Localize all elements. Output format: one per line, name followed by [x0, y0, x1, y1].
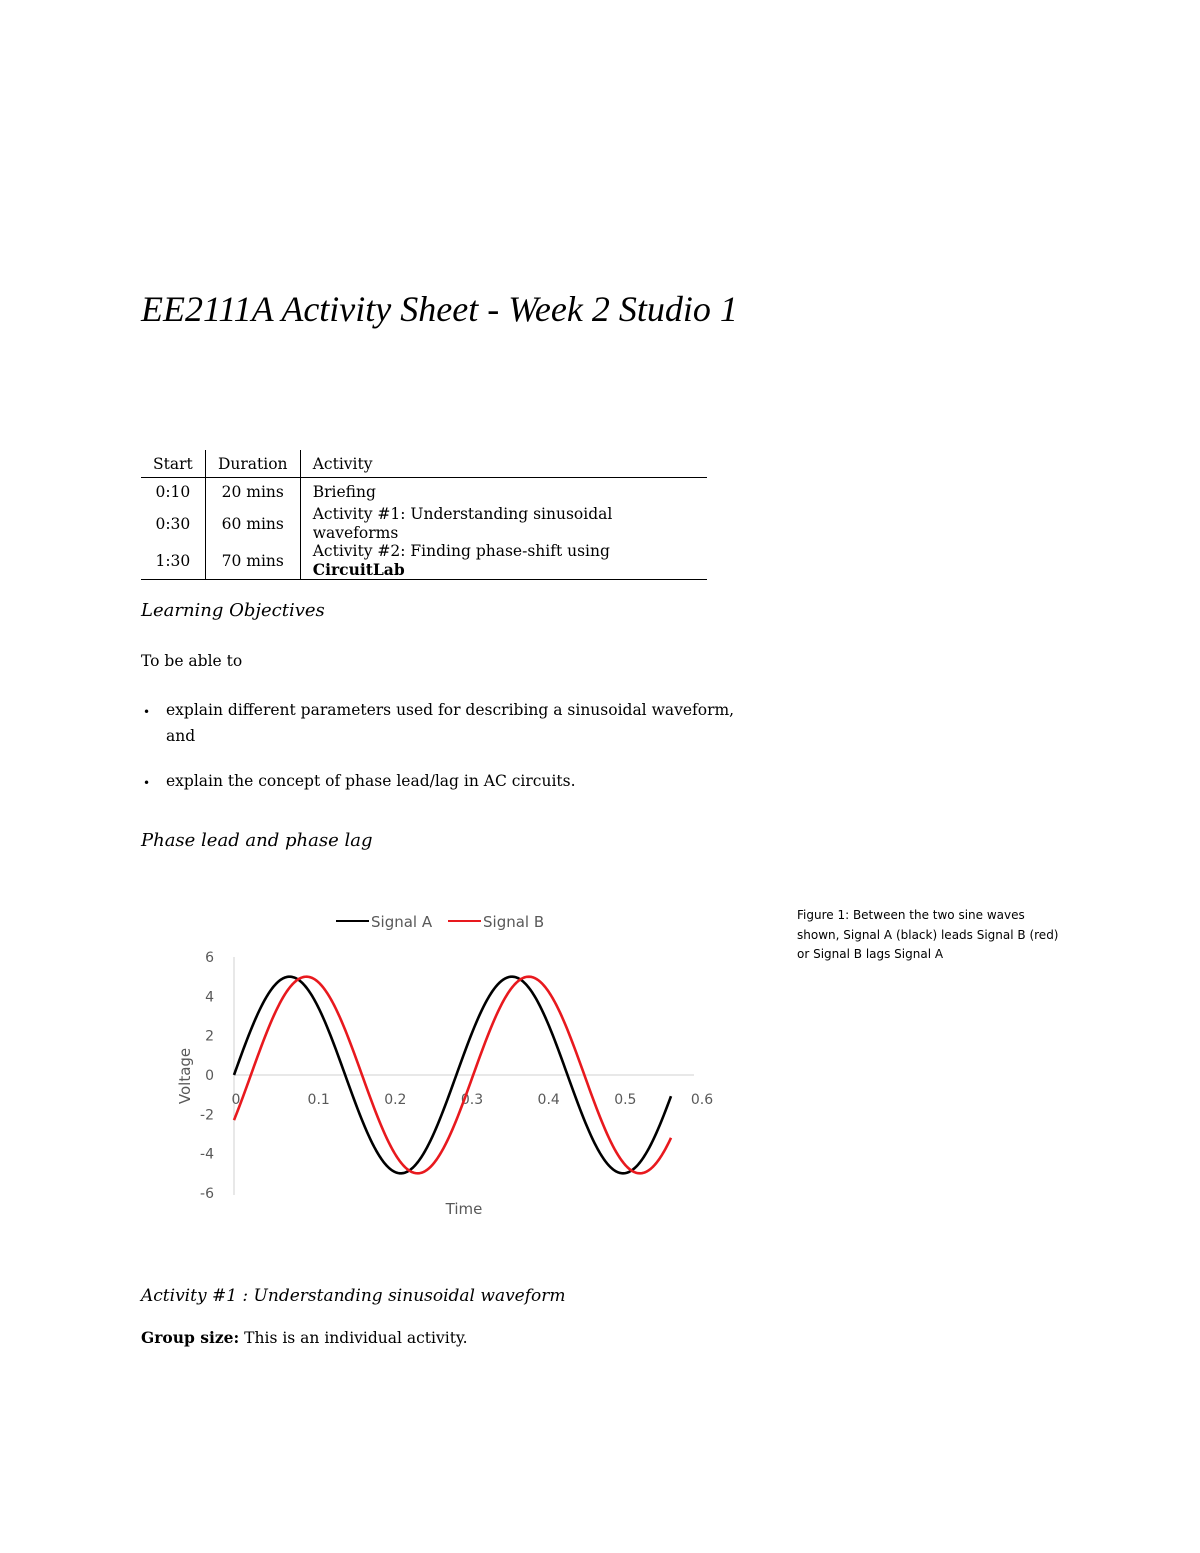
table-row	[141, 505, 707, 542]
x-tick-label: 0	[231, 1092, 241, 1108]
y-tick-label: 6	[205, 950, 214, 966]
row-activity-text: Activity #1: Understanding sinusoidal waveforms	[312, 505, 613, 542]
caption-line: or Signal B lags Signal A	[797, 947, 944, 961]
legend-label-signal-b: Signal B	[483, 913, 545, 931]
header-duration: Duration	[205, 450, 300, 478]
table-header-row	[141, 450, 707, 478]
x-tick-label: 0.3	[460, 1092, 484, 1108]
group-size-label: Group size:	[141, 1328, 240, 1347]
row-activity-text: Activity #2: Finding phase-shift using	[312, 542, 610, 560]
row-start: 0:30	[141, 505, 205, 542]
group-size-line	[141, 1328, 468, 1347]
x-tick-label: 0.5	[614, 1092, 637, 1108]
bullet-text: explain different parameters used for describing a sinusoidal waveform,	[166, 701, 735, 719]
row-activity	[300, 542, 707, 580]
row-activity	[300, 478, 707, 506]
legend-label-signal-a: Signal A	[371, 913, 433, 931]
group-size-text: This is an individual activity.	[239, 1329, 468, 1347]
x-tick-label: 0.4	[537, 1092, 560, 1108]
caption-line: shown, Signal A (black) leads Signal B (red)	[797, 927, 1059, 942]
schedule-table	[141, 450, 707, 580]
bullet-text-continued: and	[166, 727, 196, 745]
row-start: 0:10	[141, 478, 205, 506]
x-tick-label: 0.1	[307, 1092, 330, 1108]
y-tick-label: 0	[205, 1068, 214, 1084]
page-title: EE2111A Activity Sheet - Week 2 Studio 1	[141, 289, 738, 329]
row-start: 1:30	[141, 542, 205, 580]
caption-line: Figure 1: Between the two sine waves	[797, 908, 1025, 922]
table-row	[141, 478, 707, 506]
figure-caption	[797, 906, 1097, 965]
activity1-heading: Activity #1 : Understanding sinusoidal waveform	[141, 1286, 566, 1306]
header-activity: Activity	[300, 450, 707, 478]
sine-wave-chart	[160, 895, 730, 1220]
x-tick-label: 0.2	[384, 1092, 407, 1108]
learning-objectives-heading: Learning Objectives	[141, 600, 325, 621]
y-tick-label: -2	[200, 1107, 214, 1124]
phase-heading: Phase lead and phase lag	[141, 830, 373, 851]
header-start: Start	[141, 450, 205, 478]
y-tick-label: -4	[200, 1146, 214, 1163]
learning-intro: To be able to	[141, 652, 243, 670]
table-row	[141, 542, 707, 580]
y-tick-label: -6	[200, 1186, 214, 1202]
bullet-glyph: •	[143, 705, 151, 719]
y-axis-title: Voltage	[176, 1047, 194, 1105]
row-duration: 60 mins	[205, 505, 300, 542]
row-activity-bold: CircuitLab	[312, 560, 405, 579]
row-activity-text: Briefing	[312, 483, 376, 501]
y-tick-label: 4	[205, 989, 214, 1006]
row-duration: 20 mins	[205, 478, 300, 506]
row-duration: 70 mins	[205, 542, 300, 580]
bullet-text: explain the concept of phase lead/lag in AC circuits.	[166, 772, 576, 790]
x-tick-label: 0.6	[690, 1092, 714, 1108]
x-axis-title: Time	[445, 1200, 483, 1218]
y-tick-label: 2	[205, 1028, 214, 1045]
bullet-glyph: •	[143, 776, 151, 790]
row-activity	[300, 505, 707, 542]
